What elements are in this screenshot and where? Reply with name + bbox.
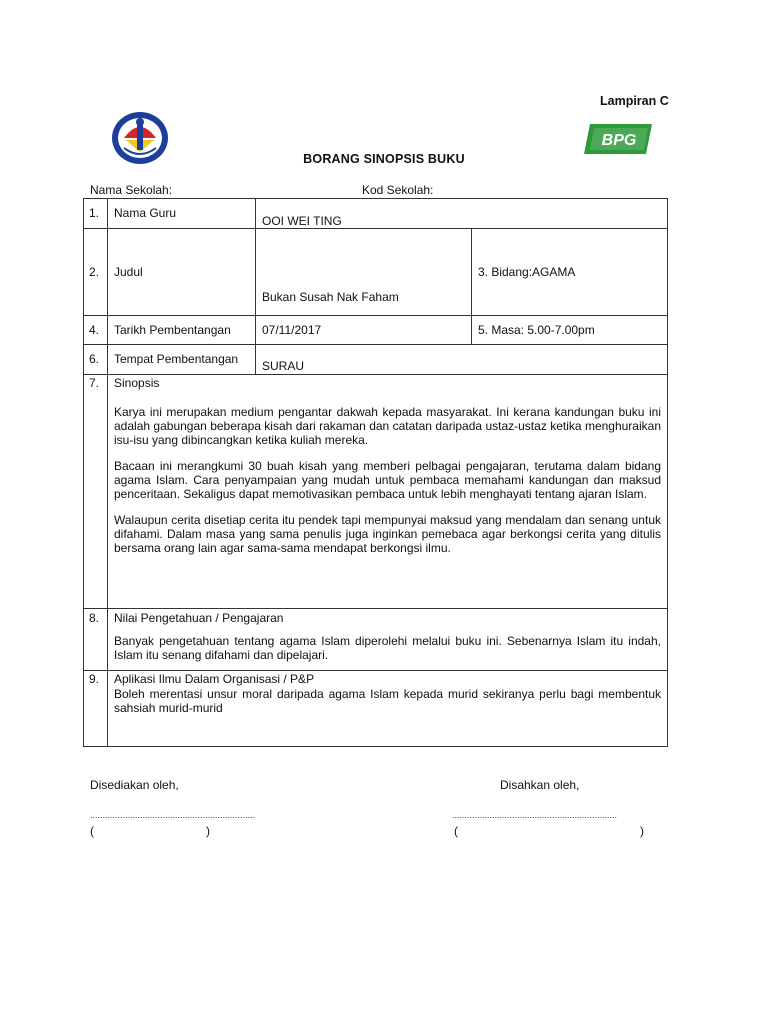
- label-nama-guru: Nama Guru: [108, 199, 256, 229]
- row-tarikh: [84, 316, 668, 345]
- kod-sekolah-label: Kod Sekolah:: [362, 183, 434, 197]
- row-number: 7.: [84, 375, 108, 609]
- aplikasi-text: Boleh merentasi unsur moral daripada agama Islam kepada murid sekiranya perlu bagi membentuk sahsiah murid-murid: [114, 687, 661, 715]
- row-number: 2.: [84, 229, 108, 316]
- page-title: BORANG SINOPSIS BUKU: [303, 152, 465, 166]
- signature-line-left: ..................................................................: [90, 810, 256, 820]
- row-number: 4.: [84, 316, 108, 345]
- label-tempat: Tempat Pembentangan: [108, 345, 256, 375]
- sinopsis-paragraph: Bacaan ini merangkumi 30 buah kisah yang memberi pelbagai pengajaran, terutama dalam bidang agama Islam. Cara penyampaian yang mudah untuk pembaca memahami kandungan dan maksud penceritaan. Sekaligus dapat memotivasikan pembaca untuk lebih menghayati tentang ajaran Islam.: [114, 459, 661, 501]
- paren-close-left: ): [206, 824, 210, 838]
- paren-open-right: (: [454, 824, 458, 838]
- row-aplikasi: [84, 671, 668, 747]
- label-sinopsis: Sinopsis: [114, 376, 160, 390]
- row-number: 1.: [84, 199, 108, 229]
- row-sinopsis: [84, 375, 668, 609]
- bpg-logo-text: BPG: [601, 132, 637, 149]
- disediakan-label: Disediakan oleh,: [90, 778, 179, 792]
- label-aplikasi: Aplikasi Ilmu Dalam Organisasi / P&P: [114, 672, 315, 686]
- sinopsis-paragraph: Walaupun cerita disetiap cerita itu pendek tapi mempunyai maksud yang mendalam dan senang untuk difahami. Dalam masa yang sama penulis juga inginkan pemebaca agar berkongsi cerita yang ditulis bersama orang lain agar sama-sama mendapat berkongsi ilmu.: [114, 513, 661, 555]
- signature-line-right: ..................................................................: [452, 810, 618, 820]
- sinopsis-paragraph: Karya ini merupakan medium pengantar dakwah kepada masyarakat. Ini kerana kandungan buku ini adalah gabungan beberapa kisah dari rakaman dan catatan daripada ustaz-ustaz ketika menghuraikan isu-isu yang dibincangkan ketika kuliah mereka.: [114, 405, 661, 447]
- label-judul: Judul: [108, 229, 256, 316]
- nilai-text: Banyak pengetahuan tentang agama Islam diperolehi melalui buku ini. Sebenarnya Islam itu indah, Islam itu senang difahami dan dipelajari.: [114, 634, 661, 662]
- value-tarikh: 07/11/2017: [262, 323, 322, 337]
- value-tempat: SURAU: [262, 359, 305, 373]
- value-judul: Bukan Susah Nak Faham: [262, 290, 399, 304]
- label-nilai: Nilai Pengetahuan / Pengajaran: [114, 611, 284, 625]
- row-tempat: [84, 345, 668, 375]
- nama-sekolah-label: Nama Sekolah:: [90, 183, 173, 197]
- paren-close-right: ): [640, 824, 644, 838]
- sinopsis-form-table: [83, 198, 668, 747]
- label-tarikh: Tarikh Pembentangan: [108, 316, 256, 345]
- row-nama-guru: [84, 199, 668, 229]
- value-nama-guru: OOI WEI TING: [262, 214, 342, 228]
- paren-open-left: (: [90, 824, 94, 838]
- disahkan-label: Disahkan oleh,: [500, 778, 580, 792]
- value-bidang: 3. Bidang:AGAMA: [478, 265, 576, 279]
- row-number: 9.: [84, 671, 108, 747]
- row-number: 6.: [84, 345, 108, 375]
- value-masa: 5. Masa: 5.00-7.00pm: [478, 323, 595, 337]
- row-nilai: [84, 609, 668, 671]
- row-number: 8.: [84, 609, 108, 671]
- row-judul: [84, 229, 668, 316]
- lampiran-label: Lampiran C: [600, 94, 669, 108]
